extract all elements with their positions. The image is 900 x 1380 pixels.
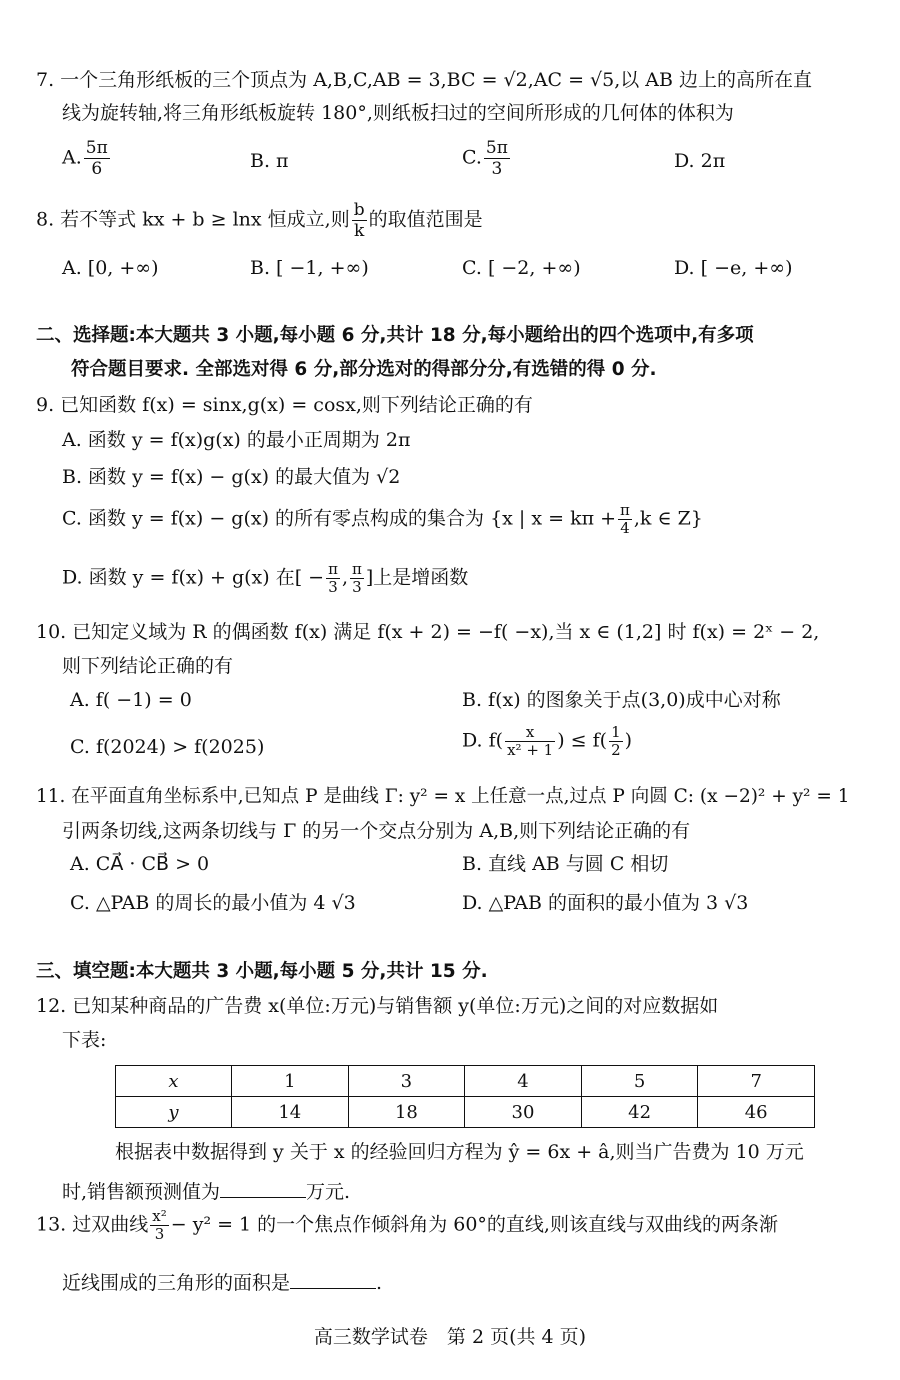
section2-heading-line2: 符合题目要求. 全部选对得 6 分,部分选对的得部分分,有选错的得 0 分. bbox=[71, 359, 657, 380]
q11-line2: 引两条切线,这两条切线与 Γ 的另一个交点分别为 A,B,则下列结论正确的有 bbox=[62, 820, 691, 842]
table-row-x bbox=[116, 1066, 815, 1097]
q8-stem: 8. 若不等式 kx + b ≥ lnx 恒成立,则 $\frac{b}{k}$ 的取值范围是 bbox=[36, 200, 483, 241]
q7-option-d: D. 2π bbox=[674, 150, 726, 172]
section3-heading: 三、填空题:本大题共 3 小题,每小题 5 分,共计 15 分. bbox=[36, 961, 488, 982]
q10-line1: 10. 已知定义域为 R 的偶函数 f(x) 满足 f(x + 2) = −f( −x),当 x ∈ (1,2] 时 f(x) = 2ˣ − 2, bbox=[36, 621, 820, 643]
q10-line2: 则下列结论正确的有 bbox=[62, 655, 234, 677]
q8-option-b: B. [ −1, +∞) bbox=[250, 257, 369, 279]
q13-line1: 13. 过双曲线 $\frac{\text{x²}}{3}$ − y² = 1 的一个焦点作倾斜角为 60°的直线,则该直线与双曲线的两条渐 bbox=[36, 1207, 778, 1243]
q13-answer-blank[interactable] bbox=[290, 1270, 376, 1289]
q11-option-d: D. △PAB 的面积的最小值为 3 √3 bbox=[462, 892, 749, 914]
q9-stem: 9. 已知函数 f(x) = sinx,g(x) = cosx,则下列结论正确的有 bbox=[36, 394, 533, 416]
table-cell: 5 bbox=[581, 1066, 698, 1097]
q10-option-d: D. f( $\frac{x}{\text{x² + 1}}$ ) ≤ f( $\frac{1}{2}$ ) bbox=[462, 723, 633, 759]
q12-line4: 时,销售额预测值为 万元. bbox=[62, 1181, 351, 1203]
q10-d-fraction-1: $\frac{x}{\text{x² + 1}}$ bbox=[507, 723, 554, 759]
q7-option-a: A. $\frac{5\pi}{6}$ bbox=[62, 138, 108, 179]
q13-line2: 近线围成的三角形的面积是 . bbox=[62, 1272, 383, 1294]
table-cell: 3 bbox=[348, 1066, 465, 1097]
q13-fraction: $\frac{\text{x²}}{3}$ bbox=[152, 1207, 167, 1243]
table-cell: 14 bbox=[232, 1097, 349, 1128]
q10-option-b: B. f(x) 的图象关于点(3,0)成中心对称 bbox=[462, 689, 781, 711]
q9-c-fraction: $\frac{\pi}{4}$ bbox=[620, 501, 630, 537]
q7-line2: 线为旋转轴,将三角形纸板旋转 180°,则纸板扫过的空间所形成的几何体的体积为 bbox=[62, 102, 734, 124]
q9-d-fraction-1: $\frac{\pi}{3}$ bbox=[328, 560, 338, 596]
q9-d-fraction-2: $\frac{\pi}{3}$ bbox=[352, 560, 362, 596]
q12-data-table bbox=[115, 1065, 815, 1128]
q12-line2: 下表: bbox=[62, 1029, 107, 1051]
table-cell: 42 bbox=[581, 1097, 698, 1128]
table-cell: 4 bbox=[465, 1066, 582, 1097]
q10-d-fraction-2: $\frac{1}{2}$ bbox=[611, 723, 621, 759]
table-header-x: x bbox=[116, 1066, 232, 1097]
q11-option-b: B. 直线 AB 与圆 C 相切 bbox=[462, 853, 669, 875]
q11-option-c: C. △PAB 的周长的最小值为 4 √3 bbox=[70, 892, 356, 914]
q9-option-c: C. 函数 y = f(x) − g(x) 的所有零点构成的集合为 {x | x = kπ + $\frac{\pi}{4}$ ,k ∈ Z} bbox=[62, 501, 703, 537]
q10-option-a: A. f( −1) = 0 bbox=[70, 689, 192, 711]
page-footer: 高三数学试卷 第 2 页(共 4 页) bbox=[313, 1326, 587, 1348]
q7-c-fraction: $\frac{5\pi}{3}$ bbox=[485, 138, 508, 179]
table-cell: 7 bbox=[698, 1066, 815, 1097]
table-cell: 46 bbox=[698, 1097, 815, 1128]
q11-option-a: A. CA⃗ · CB⃗ > 0 bbox=[70, 853, 210, 875]
q7-option-c: C. $\frac{5\pi}{3}$ bbox=[462, 138, 508, 179]
q7-option-b: B. π bbox=[250, 150, 289, 172]
q9-option-a: A. 函数 y = f(x)g(x) 的最小正周期为 2π bbox=[62, 429, 411, 451]
q12-answer-blank[interactable] bbox=[220, 1179, 306, 1198]
q12-line1: 12. 已知某种商品的广告费 x(单位:万元)与销售额 y(单位:万元)之间的对应数据如 bbox=[36, 995, 719, 1017]
table-cell: 1 bbox=[232, 1066, 349, 1097]
q7-a-fraction: $\frac{5\pi}{6}$ bbox=[85, 138, 108, 179]
table-row-y bbox=[116, 1097, 815, 1128]
q11-line1: 11. 在平面直角坐标系中,已知点 P 是曲线 Γ: y² = x 上任意一点,过点 P 向圆 C: (x −2)² + y² = 1 bbox=[36, 786, 850, 807]
q7-line1: 7. 一个三角形纸板的三个顶点为 A,B,C,AB = 3,BC = √2,AC = √5,以 AB 边上的高所在直 bbox=[36, 69, 813, 91]
q10-option-c: C. f(2024) > f(2025) bbox=[70, 736, 265, 758]
q12-line3: 根据表中数据得到 y 关于 x 的经验回归方程为 ŷ = 6x + â,则当广告费为 10 万元 bbox=[115, 1141, 804, 1163]
q8-option-c: C. [ −2, +∞) bbox=[462, 257, 581, 279]
q9-option-b: B. 函数 y = f(x) − g(x) 的最大值为 √2 bbox=[62, 466, 401, 488]
q8-option-d: D. [ −e, +∞) bbox=[674, 257, 793, 279]
q9-option-d: D. 函数 y = f(x) + g(x) 在[ − $\frac{\pi}{3}$ , $\frac{\pi}{3}$ ]上是增函数 bbox=[62, 560, 469, 596]
table-cell: 30 bbox=[465, 1097, 582, 1128]
section2-heading-line1: 二、选择题:本大题共 3 小题,每小题 6 分,共计 18 分,每小题给出的四个选项中,有多项 bbox=[36, 325, 754, 346]
q8-fraction: $\frac{b}{k}$ bbox=[353, 200, 365, 241]
q8-option-a: A. [0, +∞) bbox=[62, 257, 159, 279]
table-cell: 18 bbox=[348, 1097, 465, 1128]
table-header-y: y bbox=[116, 1097, 232, 1128]
